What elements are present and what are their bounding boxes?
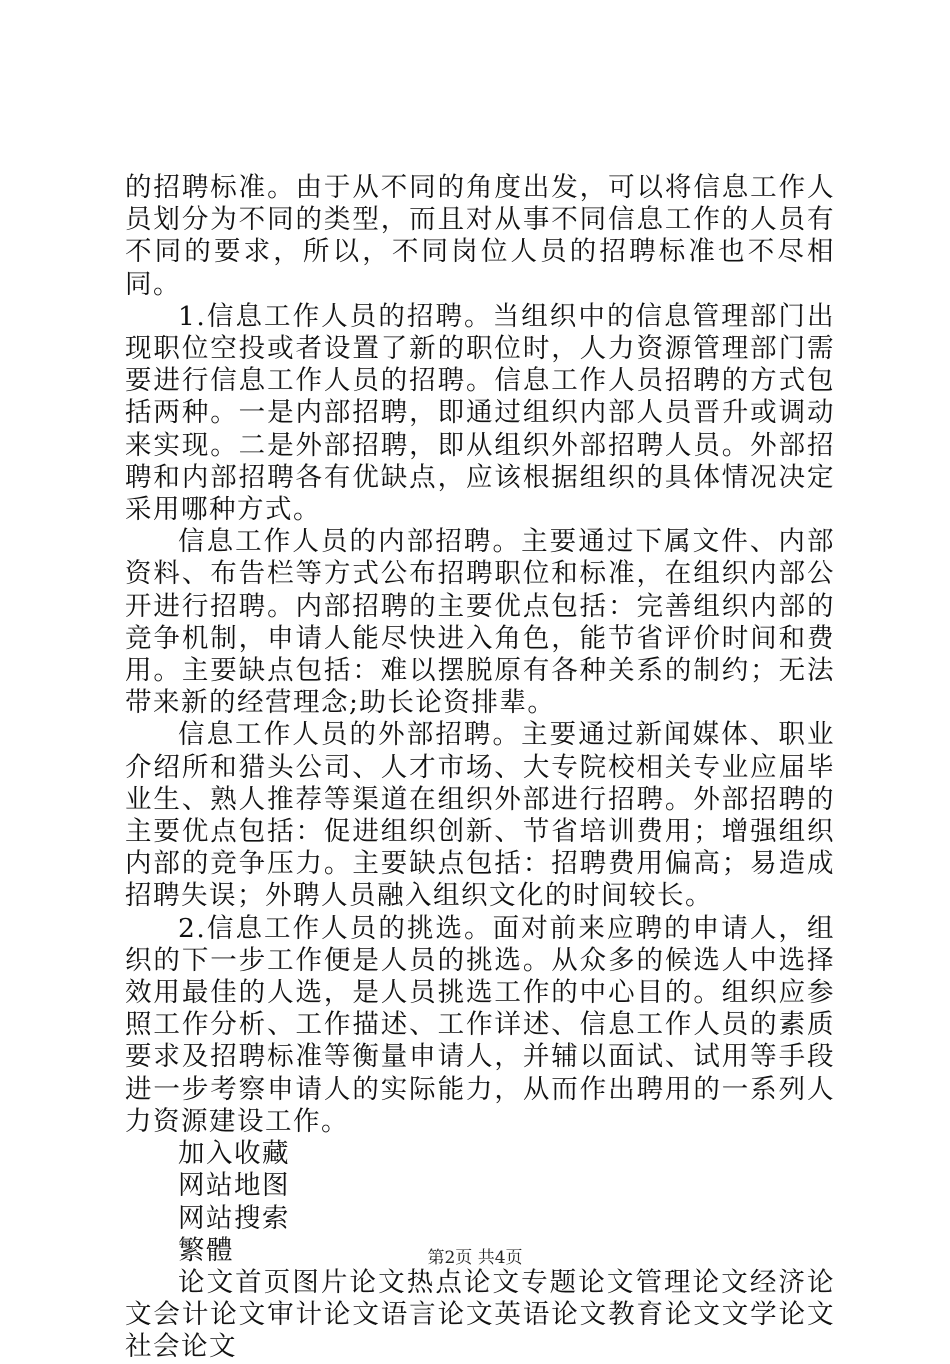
link-site-search[interactable]: 网站搜索 bbox=[178, 1202, 290, 1234]
paragraph-recruitment: 1.信息工作人员的招聘。当组织中的信息管理部门出现职位空投或者设置了新的职位时，人力资源管理部门需要进行信息工作人员的招聘。信息工作人员招聘的方式包括两种。一是内部招聘，即通过组织内部人员晋升或调动来实现。二是外部招聘，即从组织外部招聘人员。外部招聘和内部招聘各有优缺点，应该根据组织的具体情况决定采用哪种方式。 bbox=[125, 300, 835, 526]
paragraph-external-recruitment: 信息工作人员的外部招聘。主要通过新闻媒体、职业介绍所和猎头公司、人才市场、大专院校相关专业应届毕业生、熟人推荐等渠道在组织外部进行招聘。外部招聘的主要优点包括：促进组织创新、节省培训费用；增强组织内部的竞争压力。主要缺点包括：招聘费用偏高；易造成招聘失误；外聘人员融入组织文化的时间较长。 bbox=[125, 719, 835, 912]
link-add-favorite[interactable]: 加入收藏 bbox=[178, 1138, 290, 1170]
paragraph-selection: 2.信息工作人员的挑选。面对前来应聘的申请人，组织的下一步工作便是人员的挑选。从众多的候选人中选择效用最佳的人选，是人员挑选工作的中心目的。组织应参照工作分析、工作描述、工作详述、信息工作人员的素质要求及招聘标准等衡量申请人，并辅以面试、试用等手段进一步考察申请人的实际能力，从而作出聘用的一系列人力资源建设工作。 bbox=[125, 912, 835, 1137]
page-footer: 第2页 共4页 bbox=[427, 1248, 523, 1268]
link-sitemap[interactable]: 网站地图 bbox=[178, 1170, 290, 1202]
nav-category-text: 论文首页图片论文热点论文专题论文管理论文经济论文会计论文审计论文语言论文英语论文教育论文文学论文社会论文 bbox=[125, 1266, 835, 1363]
link-traditional-chinese[interactable]: 繁體 bbox=[178, 1234, 234, 1266]
paragraph-continuation: 的招聘标准。由于从不同的角度出发，可以将信息工作人员划分为不同的类型，而且对从事不同信息工作的人员有不同的要求，所以，不同岗位人员的招聘标准也不尽相同。 bbox=[125, 172, 835, 300]
document-body bbox=[125, 172, 835, 1364]
paragraph-internal-recruitment: 信息工作人员的内部招聘。主要通过下属文件、内部资料、布告栏等方式公布招聘职位和标准，在组织内部公开进行招聘。内部招聘的主要优点包括：完善组织内部的竞争机制，申请人能尽快进入角色，能节省评价时间和费用。主要缺点包括：难以摆脱原有各种关系的制约；无法带来新的经营理念;助长论资排辈。 bbox=[125, 526, 835, 719]
